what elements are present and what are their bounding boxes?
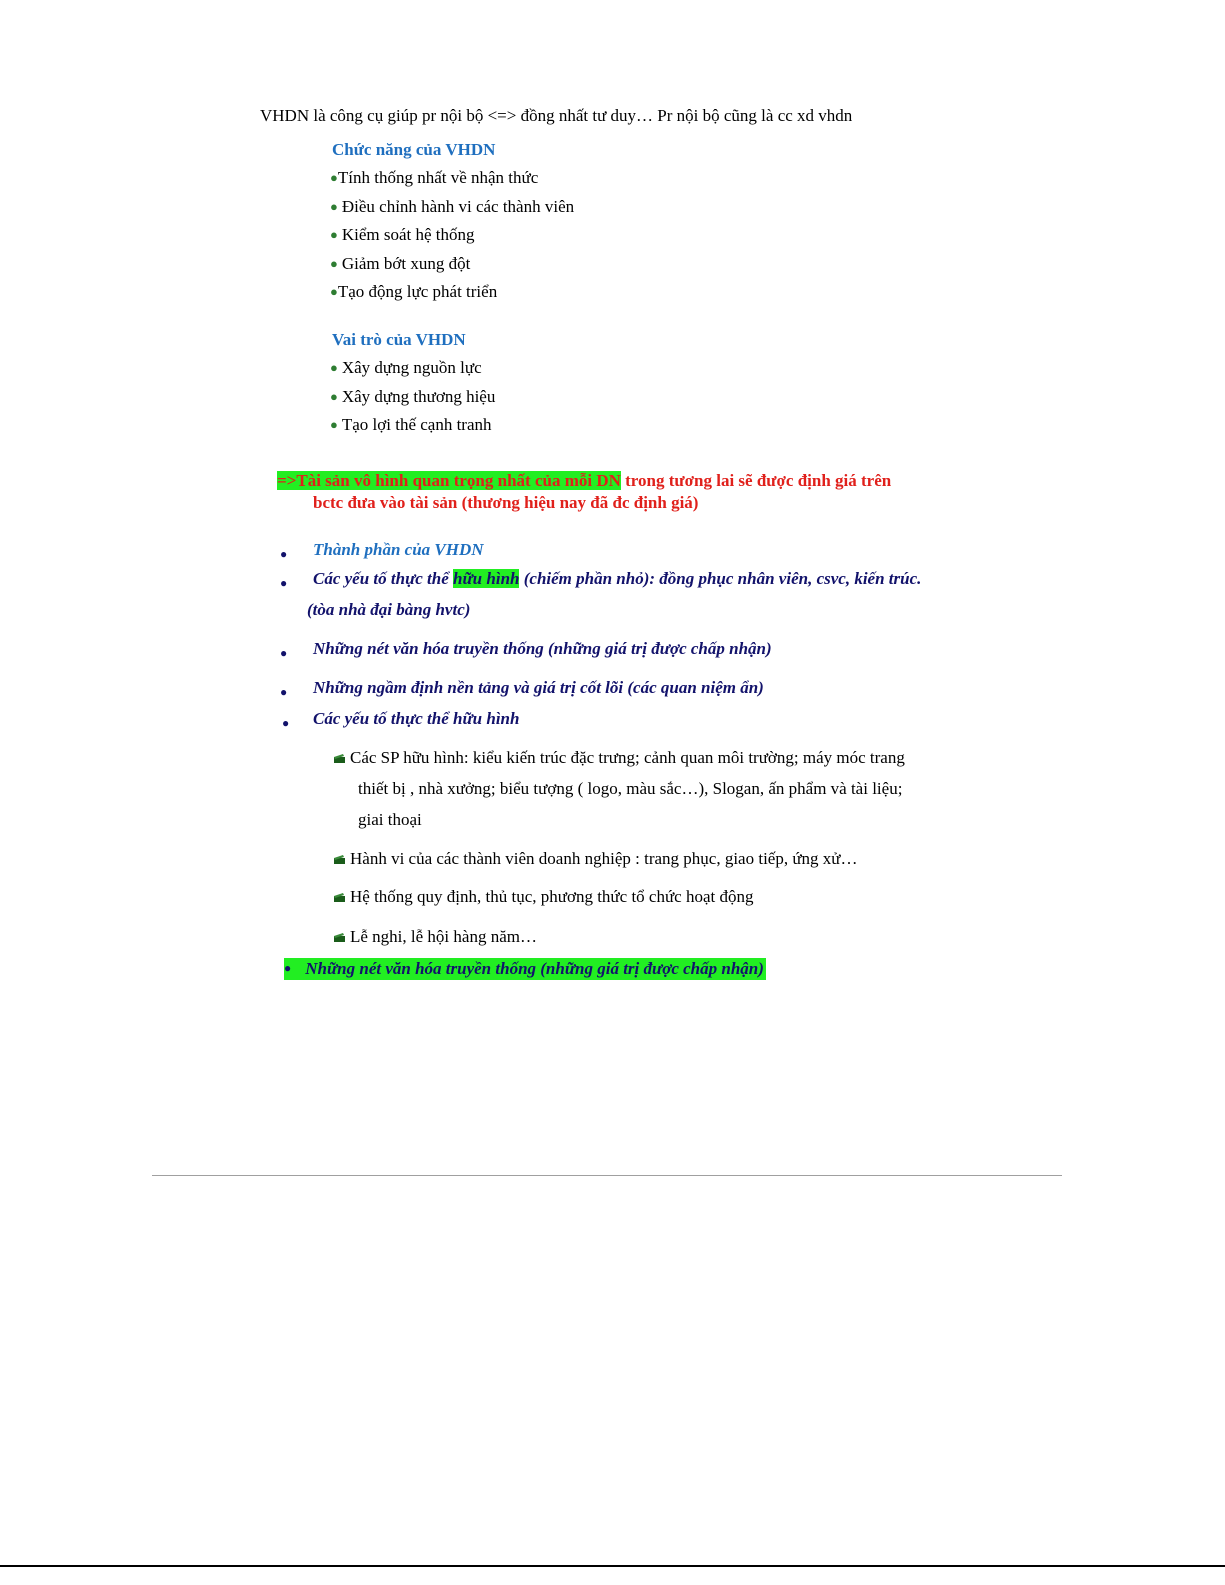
bullet-icon: ●	[280, 646, 288, 660]
bullet-icon: ●	[280, 547, 288, 561]
conclusion-text	[277, 470, 891, 492]
bullet-icon: ●	[330, 389, 338, 404]
bullet-icon: ●	[330, 227, 338, 242]
component-item-physical: Các yếu tố thực thể hữu hình	[313, 709, 520, 728]
tangible-item: Các SP hữu hình: kiểu kiến trúc đặc trưng; cảnh quan môi trường; máy móc trang	[334, 748, 905, 768]
bullet-icon: ●	[284, 961, 292, 975]
roles-heading: Vai trò của VHDN	[332, 330, 466, 349]
clapper-icon	[334, 893, 345, 902]
bullet-icon: ●	[282, 716, 290, 730]
role-item: ● Xây dựng thương hiệu	[330, 387, 496, 406]
function-item: ●Tạo động lực phát triển	[330, 282, 498, 301]
function-item: ●Tính thống nhất về nhận thức	[330, 168, 539, 187]
tangible-item-cont: giai thoại	[358, 810, 422, 829]
function-item: ● Điều chỉnh hành vi các thành viên	[330, 197, 575, 216]
role-item: ● Tạo lợi thế cạnh tranh	[330, 415, 492, 434]
tangible-highlight: hữu hình	[453, 569, 520, 588]
bullet-icon: ●	[330, 170, 338, 185]
role-item: ● Xây dựng nguồn lực	[330, 358, 482, 377]
tangible-item: Lễ nghi, lễ hội hàng năm…	[334, 927, 537, 947]
function-item: ● Giảm bớt xung đột	[330, 254, 471, 273]
tangible-item: Hành vi của các thành viên doanh nghiệp : trang phục, giao tiếp, ứng xử…	[334, 849, 858, 869]
bullet-icon: ●	[330, 199, 338, 214]
bullet-icon: ●	[280, 685, 288, 699]
clapper-icon	[334, 933, 345, 942]
bullet-icon: ●	[280, 576, 288, 590]
component-item-tangible: Các yếu tố thực thể hữu hình (chiếm phần nhỏ): đồng phục nhân viên, csvc, kiến trúc.	[313, 569, 922, 588]
conclusion-rest: trong tương lai sẽ được định giá trên	[620, 471, 892, 490]
component-item-tradition: Những nét văn hóa truyền thống (những giá trị được chấp nhận)	[313, 639, 772, 658]
page-divider	[152, 1175, 1062, 1176]
intro-text: VHDN là công cụ giúp pr nội bộ <=> đồng nhất tư duy… Pr nội bộ cũng là cc xd vhdn	[260, 106, 853, 125]
clapper-icon	[334, 754, 345, 763]
final-highlighted-item: ● Những nét văn hóa truyền thống (những giá trị được chấp nhận)	[284, 959, 764, 978]
clapper-icon	[334, 855, 345, 864]
function-item: ● Kiểm soát hệ thống	[330, 225, 475, 244]
functions-heading: Chức năng của VHDN	[332, 140, 496, 159]
components-title: Thành phần của VHDN	[313, 540, 484, 559]
bullet-icon: ●	[330, 417, 338, 432]
bullet-icon: ●	[330, 256, 338, 271]
bullet-icon: ●	[330, 284, 338, 299]
tangible-item: Hệ thống quy định, thủ tục, phương thức tổ chức hoạt động	[334, 887, 754, 907]
component-item-assumptions: Những ngầm định nền tảng và giá trị cốt lõi (các quan niệm ẩn)	[313, 678, 764, 697]
tangible-item-cont: thiết bị , nhà xưởng; biểu tượng ( logo, màu sắc…), Slogan, ấn phẩm và tài liệu;	[358, 779, 903, 798]
component-item-cont: (tòa nhà đại bàng hvtc)	[307, 600, 471, 619]
conclusion-line2: bctc đưa vào tài sản (thương hiệu nay đã đc định giá)	[313, 493, 699, 512]
bullet-icon: ●	[330, 360, 338, 375]
bottom-border	[0, 1565, 1225, 1567]
conclusion-highlight: =>Tài sản vô hình quan trọng nhất của mỗi DN	[277, 471, 621, 490]
